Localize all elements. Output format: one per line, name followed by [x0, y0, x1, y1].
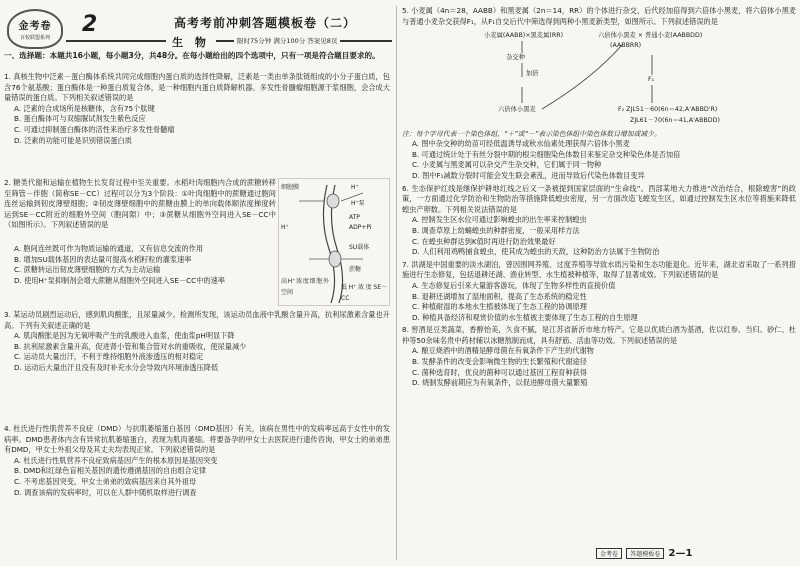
option: C. 不考虑基因突变，甲女士弟弟的致病基因来自其外祖母: [14, 476, 197, 486]
question-stem: 1. 真核生物中泛素－蛋白酶体系统共同完成细胞内蛋白质的选择性降解，泛素是一类由单条肽链组成的小分子蛋白质，包含76个氨基酸；蛋白酶体是一种蛋白质复合体，是一种细胞内蛋白质降解机器。多发性骨髓瘤细胞源于浆细胞，会合成大量错误的蛋白质。下列相关叙述错误的是: [4, 72, 390, 103]
option: C. 蔗糖转运出韧皮薄壁细胞的方式为主动运输: [14, 265, 161, 275]
option: C. 种植耐湿的本地水生植被体现了生态工程的协调原理: [412, 302, 587, 312]
option: A. 泛素的合成场所是核糖体，含有75个肽键: [14, 103, 155, 113]
figure-note: 注：每个字母代表一个染色体组，“＋”或“－”表示染色体组中染色体数目增加或减少。: [402, 130, 661, 139]
option: A. 肌肉酸胀是因为无氧呼吸产生的乳酸进入血浆，使血浆pH明显下降: [14, 331, 235, 341]
subject-rule: [66, 40, 392, 42]
figure-label: 高H⁺浓度细胞外空间: [281, 278, 329, 296]
paper-title: 高考考前冲刺答题模板卷（二）: [174, 16, 357, 30]
column-divider: [396, 6, 397, 560]
option: B. 增加SU载体基因的表达量可提高水稻籽粒的灌浆速率: [14, 254, 192, 264]
option: C. 菌种选育时，优良的菌种可以通过基因工程育种获得: [412, 367, 587, 377]
option: D. 图中F₁减数分裂时可能会发生联会紊乱，进而导致后代染色体数目变异: [412, 170, 645, 180]
option: B. 蛋白酶体可与双缩脲试剂发生紫色反应: [14, 114, 146, 124]
figure-label: H⁺泵: [351, 200, 365, 207]
question-1: [4, 72, 390, 146]
option: D. 运动后大量出汗且没有及时补充水分会导致内环境渗透压降低: [14, 362, 219, 372]
option: C. 可通过抑制蛋白酶体的活性来治疗多发性骨髓瘤: [14, 124, 175, 134]
question-stem: 5. 小麦属（4n＝28，AABB）和黑麦属（2n＝14，RR）的个体进行杂交，后代经加倍得到六倍体小黑麦，将六倍体小黑麦与普通小麦杂交获得F₁，从F₁自交后代中筛选得到两种小黑麦新类型，如图所示。下列叙述错误的是: [402, 6, 796, 26]
option: B. 可通过统计处于有丝分裂中期的根尖细胞染色体数目来鉴定杂交种染色体是否加倍: [412, 149, 681, 159]
question-stem: 7. 洪湖是中国重要的淡水湖泊，曾因围网养殖、过度养殖等导致水质污染和生态功能退化。近年来，湖北省采取了一系列措施进行生态修复，包括退耕还湖、渔业转型、水生植被种植等，取得了显著成效。下列叙述错误的是: [402, 259, 796, 280]
option: B. 退耕还湖增加了湿地面积，提高了生态系统的稳定性: [412, 291, 587, 301]
brand-logo: [7, 9, 63, 49]
genome-label: (AABBRR): [610, 42, 642, 50]
option: D. 泛素的功能可能是识别错误蛋白质: [14, 135, 132, 145]
doubling-label: 加倍: [526, 70, 539, 78]
option: A. 酿豆烧酒中的酒精是酵母菌在有氧条件下产生的代谢物: [412, 346, 594, 356]
footer-series: 答题模板卷: [626, 548, 664, 559]
hybrid-label: 杂交种: [506, 54, 525, 62]
page-number: 2—1: [668, 548, 693, 559]
exam-header: [4, 6, 392, 68]
option: D. 烧制发酵前期应为有氧条件，以促进酵母菌大量繁殖: [412, 378, 588, 388]
option: A. 杜氏进行性肌营养不良症致病基因产生的根本原因是基因突变: [14, 455, 218, 465]
question-2: [4, 178, 390, 308]
option: B. 调查草原上幼蝻蝗虫的种群密度，一般采用样方法: [412, 225, 580, 235]
option: D. 调查该病的发病率时，可以在人群中随机取样进行调查: [14, 487, 197, 497]
question-8: [402, 325, 796, 389]
question-2-options: [4, 244, 390, 286]
figure-label: 细胞膜: [281, 184, 300, 191]
section-heading: 一、选择题：本题共16小题，每小题3分，共48分。在每小题给出的四个选项中，只有一项是符合题目要求的。: [4, 51, 380, 60]
figure-label: H⁺: [351, 184, 359, 191]
question-4: [4, 424, 390, 498]
figure-label: 低H⁺浓度SE－CC: [341, 284, 387, 302]
question-3: [4, 310, 390, 374]
option: D. 使用H⁺泵抑制剂会增大蔗糖从细胞外空间进入SE－CC中的速率: [14, 275, 225, 285]
subject-name: 生 物: [166, 34, 216, 50]
question-stem: 4. 杜氏进行性肌营养不良症（DMD）与抗肌萎缩蛋白基因（DMD基因）有关，该病在男性中的发病率远高于女性中的发病率。DMD患者体内含有异常抗肌萎缩蛋白，表现为肌肉萎缩。将要备孕的甲女士去医院进行遗传咨询，甲女士的弟弟患有DMD，甲女士外祖父母及其丈夫均表现正常。下列叙述错误的是: [4, 424, 390, 455]
option: A. 控制发生区水位可通过影响蝗虫的出生率来控制蝗虫: [412, 215, 587, 225]
second-cross: 六倍体小黑麦 × 普通小麦(AABBDD): [598, 32, 703, 40]
question-stem: 6. 生态保护红线是继保护耕地红线之后又一条被提到国家层面的“生命线”。西部某地大力推进“改治结合，根除蝗害”的政策，一方面通过化学防治和生物防治等措施降低蝗虫密度，另一方面改造飞蝗发生区，如通过控制发生区水位等措施来降低蝗虫产卵数。下列相关说法错误的是: [402, 183, 796, 214]
logo-subtext: 百校联盟系列: [19, 35, 50, 41]
option: C. 运动员大量出汗，不利于维持细胞外液渗透压的相对稳定: [14, 352, 204, 362]
page-footer: [596, 548, 692, 559]
figure-label: 蔗糖: [349, 266, 362, 273]
figure-label: ATP: [349, 214, 360, 221]
hexaploid-label: 六倍体小黑麦: [498, 106, 536, 114]
figure-label: H⁺: [281, 224, 289, 231]
breeding-diagram: [402, 29, 796, 127]
question-stem: 2. 糖类代谢和运输在植物生长发育过程中至关重要。水稻叶肉细胞内合成的蔗糖转移至筛管－伴胞（简称SE－CC）过程可以分为3个阶段：①叶肉细胞中的蔗糖通过胞间连丝运输到韧皮薄壁细胞；②韧皮薄壁细胞中的蔗糖由膜上的单向载体顺浓度梯度转运到SE－CC附近的细胞外空间（胞间隙）中；③蔗糖从细胞外空间进入SE－CC中（如图所示）。下列叙述错误的是: [4, 178, 276, 230]
option: A. 图中杂交种的幼苗可经低温诱导或秋水仙素处理获得六倍体小黑麦: [412, 139, 630, 149]
figure-label: SU载体: [349, 244, 370, 251]
option: B. DMD和红绿色盲相关基因的遗传遵循基因的自由组合定律: [14, 466, 207, 476]
option: C. 在蝗虫种群达到K值时再进行防治效果最好: [412, 236, 556, 246]
left-column: [4, 6, 392, 497]
footer-brand: 金考卷: [596, 548, 622, 559]
option: D. 种植具备经济和观赏价值的水生植被主要体现了生态工程的自生原理: [412, 312, 638, 322]
question-7: [402, 260, 796, 324]
option: C. 小麦属与黑麦属可以杂交产生杂交种，它们属于同一物种: [412, 160, 602, 170]
paper-number: 2: [82, 12, 98, 37]
question-stem: 8. 窖酒是豆类蔬菜，香醇怡美，久食不腻，是江苏省新沂市地方特产。它是以优质白酒为基酒，佐以红参、当归、砂仁、杜仲等50余味名贵中药材辅以冰糖熬制而成，具有舒筋、活血等功效。下列叙述错误的是: [402, 325, 796, 345]
question-stem: 3. 某运动员剧烈运动后，感到肌肉酸胀，且尿量减少。检测所发现，该运动员血液中乳酸含量升高，抗利尿激素含量也升高。下列有关叙述正确的是: [4, 310, 390, 330]
exam-meta: 限时75分钟 满分100分 答案见8页: [234, 36, 340, 45]
f1-label: F₁: [648, 76, 655, 84]
right-column: [402, 6, 796, 389]
question-6: [402, 184, 796, 258]
subject-bar: [66, 34, 392, 48]
breeding-arrows: [402, 29, 796, 127]
question-5: [402, 6, 796, 182]
option: A. 生态修复后引来大量游客游玩，体现了生物多样性的直接价值: [412, 280, 616, 290]
logo-text: 金考卷: [18, 21, 52, 32]
sucrose-transport-figure: [278, 178, 390, 306]
option: D. 人们利用鸡鸭捕食蝗虫，使其成为蝗虫的天敌，这种防治方法属于生物防治: [412, 247, 660, 257]
f2-line-2: ZJL61－70(6n＝41,A'ABBDD): [630, 117, 720, 125]
option: B. 抗利尿激素含量升高，促进肾小管和集合管对水的重吸收，使尿量减少: [14, 341, 247, 351]
cross-parents: 小麦属(AABB)×黑麦属(RR): [484, 32, 564, 40]
f2-line-1: F₂ ZJL51－60(6n＝42,A'ABBD'R): [618, 106, 718, 114]
option: B. 发酵条件的改变会影响微生物的生长繁殖和代谢途径: [412, 357, 587, 367]
figure-label: ADP+Pi: [349, 224, 372, 231]
option: A. 胞间连丝既可作为物质运输的通道，又有信息交流的作用: [14, 244, 204, 253]
